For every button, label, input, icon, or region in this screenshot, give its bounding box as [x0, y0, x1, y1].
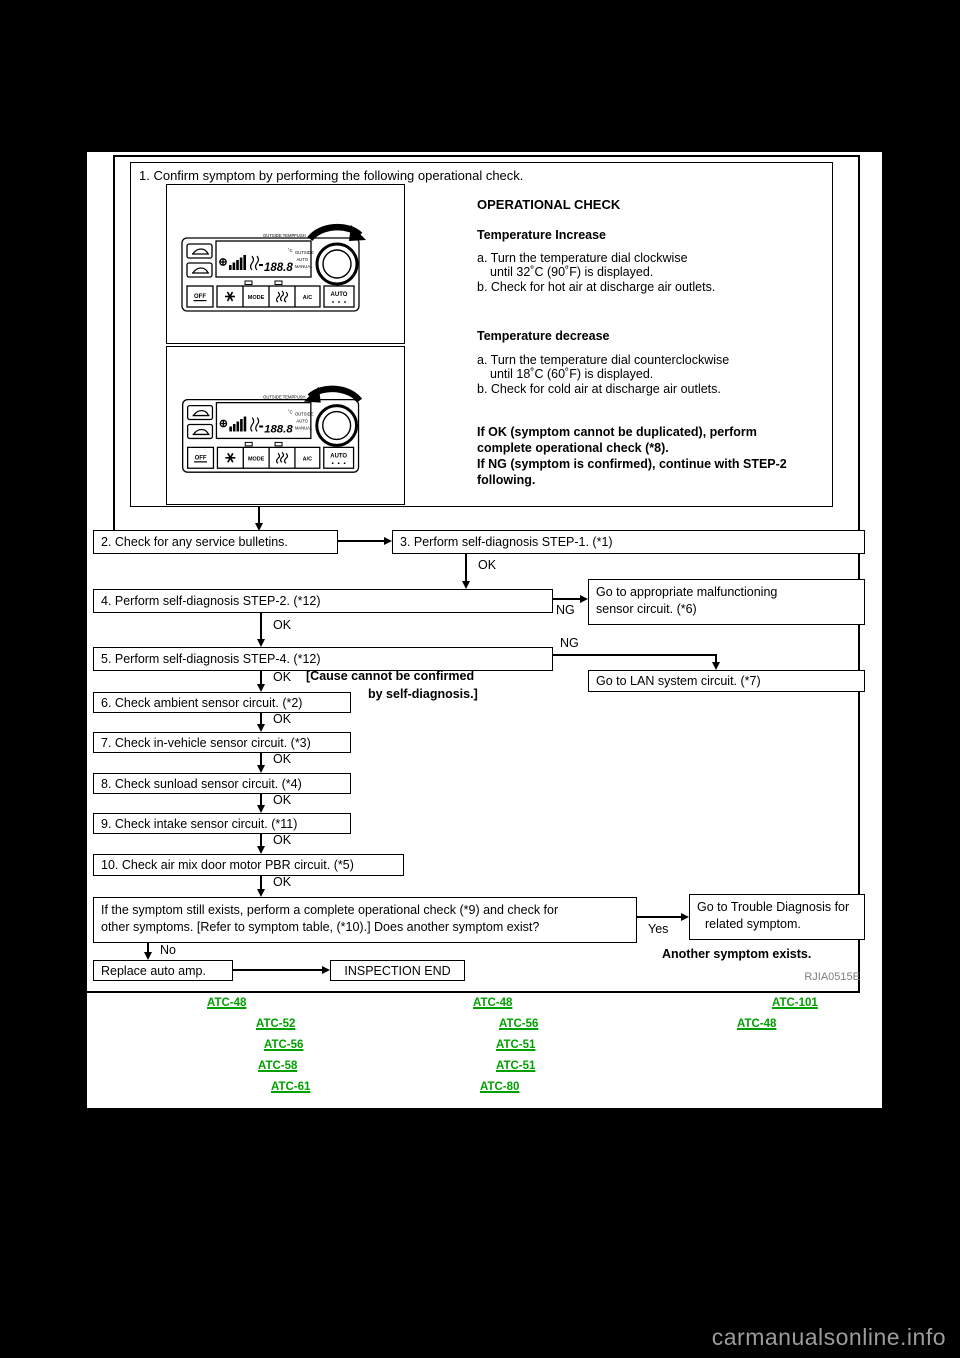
connector-line [465, 554, 467, 581]
mode-button: MODE [247, 456, 265, 463]
step10-box [93, 854, 404, 876]
arrow-down-icon [257, 684, 265, 692]
atc-link[interactable]: ATC-61 [271, 1081, 311, 1093]
recirculation-icon [194, 411, 209, 416]
arrow-right-icon [681, 913, 689, 921]
step3-box [392, 530, 865, 554]
arrow-down-icon [257, 889, 265, 897]
atc-link[interactable]: ATC-51 [496, 1060, 536, 1072]
outside-temp-label: OUTSIDE TEMP [263, 394, 295, 400]
inspection-end-box [330, 960, 465, 981]
goto-trouble-diagnosis-box [689, 894, 865, 940]
temp-increase-step-b: b. Check for hot air at discharge air outlets. [477, 280, 716, 294]
control-panel-drawing [167, 185, 404, 343]
ok-label: OK [273, 670, 292, 684]
connector-line [338, 540, 384, 542]
connector-line [147, 943, 149, 952]
another-symptom-label: Another symptom exists. [662, 947, 812, 961]
defrost-button-icon [277, 291, 288, 302]
auto-button: AUTO [330, 453, 348, 460]
step5-text: 5. Perform self-diagnosis STEP-4. (*12) [101, 652, 321, 666]
ok-label: OK [273, 833, 292, 847]
connector-line [258, 507, 260, 523]
temperature-display: 188.8 [264, 423, 293, 436]
off-button: OFF [194, 455, 207, 462]
step8-box [93, 773, 351, 794]
atc-link[interactable]: ATC-101 [772, 997, 818, 1009]
outside-label: OUTSIDE [294, 411, 314, 417]
op-check-heading: OPERATIONAL CHECK [477, 197, 621, 212]
arrow-down-icon [144, 952, 152, 960]
airflow-icon [251, 256, 259, 270]
inspection-end-text: INSPECTION END [344, 963, 451, 978]
mode-button: MODE [247, 295, 265, 301]
arrow-right-icon [322, 966, 330, 974]
frame-top-line [113, 155, 860, 157]
step8-text: 8. Check sunload sensor circuit. (*4) [101, 776, 302, 791]
atc-link[interactable]: ATC-48 [473, 997, 513, 1009]
temp-decrease-heading: Temperature decrease [477, 329, 610, 343]
ok-label: OK [273, 712, 292, 726]
step11-line2: other symptoms. [Refer to symptom table, (*10).] Does another symptom exist? [101, 920, 540, 934]
push-label: PUSH [294, 233, 306, 238]
step7-text: 7. Check in-vehicle sensor circuit. (*3) [101, 735, 311, 750]
frame-bottom-line [87, 991, 860, 993]
control-panel-illustration-counterclockwise [166, 346, 405, 505]
step9-text: 9. Check intake sensor circuit. (*11) [101, 816, 298, 831]
step2-text: 2. Check for any service bulletins. [101, 535, 288, 549]
step4-box [93, 589, 553, 613]
site-watermark: carmanualsonline.info [711, 1324, 946, 1350]
step6-text: 6. Check ambient sensor circuit. (*2) [101, 695, 303, 710]
goto-trouble-line1: Go to Trouble Diagnosis for [697, 900, 850, 914]
ok-label: OK [273, 875, 292, 889]
degrees-c-label: ˚C [287, 409, 293, 415]
temp-decrease-step-a: a. Turn the temperature dial counterclockwise [477, 353, 730, 367]
connector-line [260, 713, 262, 724]
ac-button: A/C [302, 456, 313, 463]
connector-line [260, 671, 262, 684]
arrow-down-icon [462, 581, 470, 589]
outside-label: OUTSIDE [295, 250, 314, 255]
goto-trouble-line2: related symptom. [705, 917, 801, 931]
atc-link[interactable]: ATC-48 [207, 997, 247, 1009]
result-ng-line1: If NG (symptom is confirmed), continue with STEP-2 [477, 457, 787, 471]
figure-code: RJIA0515E [804, 971, 860, 983]
connector-line [233, 969, 322, 971]
goto-lan-text: Go to LAN system circuit. (*7) [596, 674, 761, 688]
connector-line [260, 876, 262, 889]
control-panel-drawing [167, 347, 404, 504]
goto-lan-box [588, 670, 865, 692]
step5-box [93, 647, 553, 671]
fresh-air-icon [193, 268, 208, 273]
connector-line [637, 916, 681, 918]
atc-link[interactable]: ATC-48 [737, 1018, 777, 1030]
ng-label: NG [556, 603, 575, 617]
connector-line [260, 834, 262, 846]
goto-sensor-line2: sensor circuit. (*6) [596, 602, 697, 616]
atc-link[interactable]: ATC-56 [499, 1018, 539, 1030]
fan-speed-bars-icon [229, 255, 246, 270]
temp-increase-step-a2: until 32˚C (90˚F) is displayed. [490, 265, 654, 279]
temp-decrease-step-b: b. Check for cold air at discharge air outlets. [477, 382, 721, 396]
control-panel-illustration-clockwise [166, 184, 405, 344]
connector-line [260, 613, 262, 639]
connector-line [553, 654, 717, 656]
step6-box [93, 692, 351, 713]
arrow-down-icon [712, 662, 720, 670]
connector-line [553, 598, 580, 600]
ok-label: OK [273, 793, 292, 807]
fresh-air-icon [194, 429, 209, 434]
step9-box [93, 813, 351, 834]
manual-sheet [87, 152, 882, 1108]
auto-button: AUTO [330, 292, 348, 298]
yes-label: Yes [648, 922, 669, 936]
result-ok-line1: If OK (symptom cannot be duplicated), perform [477, 425, 757, 439]
frame-left-line [113, 155, 115, 530]
result-ng-line2: following. [477, 473, 536, 487]
arrow-down-icon [257, 805, 265, 813]
atc-link[interactable]: ATC-56 [264, 1039, 304, 1051]
airflow-icon [251, 418, 259, 432]
fan-button-icon [225, 453, 235, 462]
fan-button-icon [225, 292, 235, 301]
temp-decrease-step-a2: until 18˚C (60˚F) is displayed. [490, 367, 654, 381]
atc-link[interactable]: ATC-58 [258, 1060, 298, 1072]
temp-increase-heading: Temperature Increase [477, 228, 606, 242]
frame-right-line [858, 155, 860, 993]
atc-link[interactable]: ATC-52 [256, 1018, 296, 1030]
arrow-down-icon [257, 846, 265, 854]
cause-annotation-line2: by self-diagnosis.] [368, 687, 478, 701]
no-label: No [160, 943, 176, 957]
auto-label: AUTO [296, 257, 309, 262]
temperature-display: 188.8 [264, 262, 293, 274]
step7-box [93, 732, 351, 753]
connector-line [260, 794, 262, 805]
push-label: PUSH [293, 394, 306, 400]
connector-line [260, 753, 262, 765]
result-ok-line2: complete operational check (*8). [477, 441, 669, 455]
degrees-c-label: ˚C [288, 248, 293, 253]
arrow-down-icon [257, 765, 265, 773]
step4-text: 4. Perform self-diagnosis STEP-2. (*12) [101, 594, 321, 608]
temp-increase-step-a: a. Turn the temperature dial clockwise [477, 251, 688, 265]
manual-label: MANUAL [294, 425, 313, 431]
step10-text: 10. Check air mix door motor PBR circuit. (*5) [101, 858, 354, 872]
defrost-button-icon [277, 452, 288, 463]
atc-link[interactable]: ATC-51 [496, 1039, 536, 1051]
ok-label: OK [273, 752, 292, 766]
recirculation-icon [193, 249, 208, 254]
step11-line1: If the symptom still exists, perform a complete operational check (*9) and check for [101, 903, 559, 917]
outside-temp-label: OUTSIDE TEMP [263, 233, 295, 238]
arrow-down-icon [257, 724, 265, 732]
arrow-right-icon [580, 595, 588, 603]
step11-box [93, 897, 637, 943]
goto-sensor-circuit-box [588, 579, 865, 625]
manual-label: MANUAL [295, 264, 313, 269]
fan-speed-bars-icon [229, 417, 246, 432]
connector-line [715, 654, 717, 662]
replace-auto-amp-box [93, 960, 233, 981]
step2-box [93, 530, 338, 554]
ac-button: A/C [302, 295, 313, 301]
arrow-down-icon [257, 639, 265, 647]
step3-text: 3. Perform self-diagnosis STEP-1. (*1) [400, 535, 613, 549]
ok-label: OK [478, 558, 497, 572]
replace-auto-amp-text: Replace auto amp. [101, 963, 206, 978]
arrow-right-icon [384, 537, 392, 545]
goto-sensor-line1: Go to appropriate malfunctioning [596, 585, 778, 599]
step1-title: 1. Confirm symptom by performing the following operational check. [139, 168, 524, 183]
auto-label: AUTO [296, 418, 308, 424]
cause-annotation-line1: [Cause cannot be confirmed [306, 669, 475, 683]
ok-label: OK [273, 618, 292, 632]
ng-label: NG [560, 636, 579, 650]
off-button: OFF [194, 294, 206, 300]
atc-link[interactable]: ATC-80 [480, 1081, 520, 1093]
